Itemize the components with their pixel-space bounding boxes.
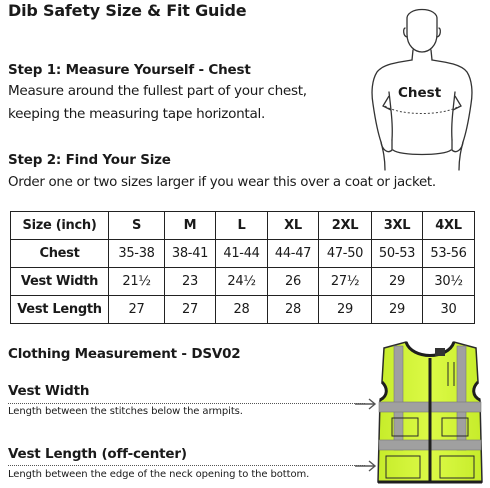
step1-heading: Step 1: Measure Yourself - Chest: [8, 62, 251, 78]
header-cell: 2XL: [319, 212, 372, 240]
table-cell: 41-44: [216, 240, 268, 268]
table-cell: 30½: [423, 268, 475, 296]
step1-line2: keeping the measuring tape horizontal.: [8, 106, 265, 122]
table-cell: 26: [268, 268, 319, 296]
header-cell: S: [109, 212, 165, 240]
step2-heading: Step 2: Find Your Size: [8, 152, 171, 168]
row-header-cell: Vest Width: [11, 268, 109, 296]
table-cell: 29: [319, 296, 372, 324]
header-cell: M: [165, 212, 216, 240]
table-cell: 27: [165, 296, 216, 324]
table-row: [11, 268, 475, 296]
vest-length-divider: [8, 465, 365, 466]
table-cell: 29: [372, 296, 423, 324]
header-cell: XL: [268, 212, 319, 240]
table-cell: 28: [268, 296, 319, 324]
table-cell: 21½: [109, 268, 165, 296]
step1-line1: Measure around the fullest part of your chest,: [8, 83, 307, 99]
step2-line1: Order one or two sizes larger if you wear this over a coat or jacket.: [8, 175, 436, 190]
safety-vest-illustration: [372, 336, 488, 486]
table-cell: 53-56: [423, 240, 475, 268]
table-cell: 35-38: [109, 240, 165, 268]
chest-label: Chest: [398, 85, 442, 101]
row-header-cell: Chest: [11, 240, 109, 268]
row-header-cell: Vest Length: [11, 296, 109, 324]
table-row: [11, 296, 475, 324]
vest-width-divider: [8, 403, 365, 404]
table-cell: 38-41: [165, 240, 216, 268]
header-cell: L: [216, 212, 268, 240]
table-header-row: [11, 212, 475, 240]
table-cell: 27½: [319, 268, 372, 296]
header-cell: Size (inch): [11, 212, 109, 240]
clothing-heading: Clothing Measurement - DSV02: [8, 346, 241, 362]
size-table: [10, 211, 475, 324]
table-row: [11, 240, 475, 268]
vest-length-desc: Length between the edge of the neck opening to the bottom.: [8, 469, 310, 480]
vest-width-desc: Length between the stitches below the armpits.: [8, 406, 243, 417]
page-title: Dib Safety Size & Fit Guide: [8, 1, 247, 20]
table-cell: 30: [423, 296, 475, 324]
table-cell: 28: [216, 296, 268, 324]
vest-width-heading: Vest Width: [8, 383, 90, 399]
header-cell: 3XL: [372, 212, 423, 240]
table-cell: 23: [165, 268, 216, 296]
head-outline: [407, 10, 437, 53]
chest-tape-line: [385, 106, 459, 114]
table-cell: 27: [109, 296, 165, 324]
header-cell: 4XL: [423, 212, 475, 240]
table-cell: 24½: [216, 268, 268, 296]
vest-length-heading: Vest Length (off-center): [8, 446, 187, 462]
table-cell: 47-50: [319, 240, 372, 268]
table-cell: 44-47: [268, 240, 319, 268]
table-cell: 50-53: [372, 240, 423, 268]
table-cell: 29: [372, 268, 423, 296]
